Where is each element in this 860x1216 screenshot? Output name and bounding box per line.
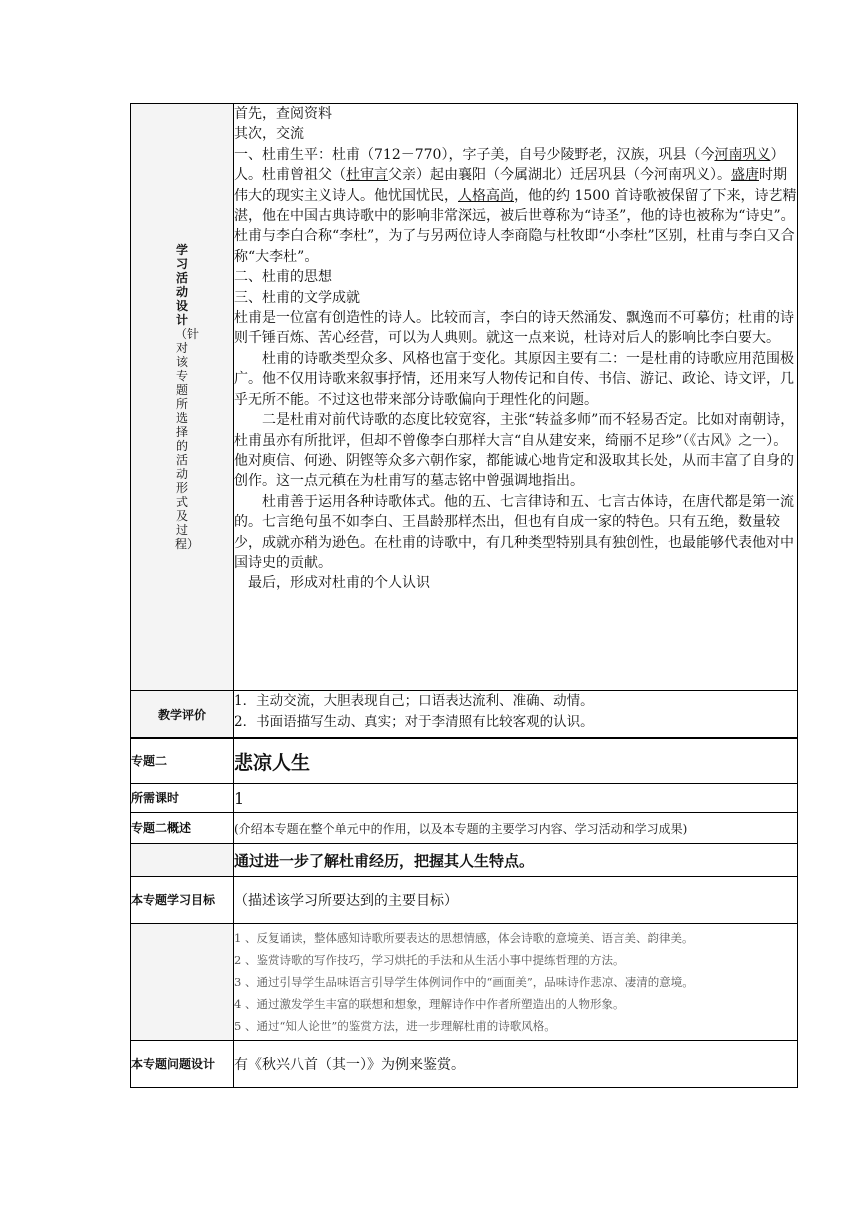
goal-item: 2 、鉴赏诗歌的写作技巧，学习烘托的手法和从生活小事中提练哲理的方法。 [234,953,625,967]
question-label: 本专题问题设计 [131,1041,234,1088]
goal-item: 1 、反复诵读，整体感知诗歌所要表达的思想情感，体会诗歌的意境美、语言美、韵律美。 [234,931,694,945]
activity-label-cell [131,104,234,691]
link-renge-gaoshang[interactable]: 人格高尚 [458,187,514,204]
activity-row [131,104,798,691]
du-fu-biography: 一、杜甫生平：杜甫（712－770），字子美，自号少陵野老，汉族，巩县（今河南巩义）人。杜甫曾祖父（杜审言父亲）起由襄阳（今属湖北）迁居巩县（今河南巩义）。盛唐时期伟大的现实主义诗人。他忧国忧民，人格高尚，他的约 1500 首诗歌被保留了下来，诗艺精湛，他在中国古典诗歌中的影响非常深远，被后世尊称为“诗圣”，他的诗也被称为“诗史”。杜甫与李白合称“李杜”，为了与另两位诗人李商隐与杜牧即“小李杜”区别，杜甫与李白又合称“大李杜”。 [234,146,797,265]
step-second: 其次，交流 [234,126,304,143]
link-sheng-tang[interactable]: 盛唐 [731,167,759,184]
achievement-para-3: 二是杜甫对前代诗歌的态度比较宽容，主张“转益多师”而不轻易否定。比如对南朝诗，杜甫虽亦有所批评，但却不曾像李白那样大言“自从建安来，绮丽不足珍”（《古风》之一）。他对庾信、何逊、阴铿等众多六朝作家，都能诚心地肯定和汲取其长处，从而丰富了自身的创作。这一点元稹在为杜甫写的墓志铭中曾强调地指出。 [234,412,795,490]
overview-row [131,813,798,844]
evaluation-label: 教学评价 [131,691,234,739]
achievement-para-2: 杜甫的诗歌类型众多、风格也富于变化。其原因主要有二：一是杜甫的诗歌应用范围极广。他不仅用诗歌来叙事抒情，还用来写人物传记和自传、书信、游记、政论、诗文评，几乎无所不能。不过这也带来部分诗歌偏向于理性化的问题。 [234,350,794,408]
achievement-para-4: 杜甫善于运用各种诗歌体式。他的五、七言律诗和五、七言古体诗，在唐代都是第一流的。七言绝句虽不如李白、王昌龄那样杰出，但也有自成一家的特色。只有五绝，数量较少，成就亦稍为逊色。在杜甫的诗歌中，有几种类型特别具有独创性，也最能够代表他对中国诗史的贡献。 [234,493,794,571]
evaluation-content [234,691,798,739]
overview-text-row [131,844,798,877]
question-text: 有《秋兴八首（其一）》为例来鉴赏。 [234,1041,798,1088]
goal-list [234,924,798,1041]
section-achievement: 三、杜甫的文学成就 [234,289,360,306]
link-henan-gongyi[interactable]: 河南巩义 [714,146,771,163]
step-last: 最后，形成对杜甫的个人认识 [248,575,430,592]
goal-hint: （描述该学习所要达到的主要目标） [234,877,798,924]
goal-item: 4 、通过激发学生丰富的联想和想象，理解诗作中作者所塑造出的人物形象。 [234,997,625,1011]
overview-blank-cell [131,844,234,877]
hours-row [131,784,798,813]
overview-text: 通过进一步了解杜甫经历，把握其人生特点。 [234,844,798,877]
goal-list-row [131,924,798,1041]
goal-item: 5 、通过“知人论世”的鉴赏方法，进一步理解杜甫的诗歌风格。 [234,1019,556,1033]
goal-label: 本专题学习目标 [131,877,234,924]
achievement-para-1: 杜甫是一位富有创造性的诗人。比较而言，李白的诗天然涌发、飘逸而不可摹仿；杜甫的诗则千锤百炼、苦心经营，可以为人典则。就这一点来说，杜诗对后人的影响比李白要大。 [234,310,794,347]
activity-content [234,104,798,691]
evaluation-item-1: 1．主动交流，大胆表现自己；口语表达流利、准确、动情。 [234,693,594,709]
section-thought: 二、杜甫的思想 [234,269,332,286]
lesson-plan-table [130,103,798,1088]
topic2-title: 悲凉人生 [234,738,798,784]
goal-item: 3 、通过引导学生品味语言引导学生体例词作中的“画面美”，品味诗作悲凉、凄清的意境。 [234,975,694,989]
goal-list-blank-cell [131,924,234,1041]
overview-label: 专题二概述 [131,813,234,844]
evaluation-item-2: 2．书面语描写生动、真实；对于李清照有比较客观的认识。 [234,714,594,730]
hours-value: 1 [234,784,798,813]
evaluation-row [131,691,798,739]
question-row [131,1041,798,1088]
link-du-shenyan[interactable]: 杜审言 [346,167,388,184]
goal-row [131,877,798,924]
overview-hint: (介绍本专题在整个单元中的作用，以及本专题的主要学习内容、学习活动和学习成果) [234,813,798,844]
topic2-row [131,738,798,784]
step-first: 首先，查阅资料 [234,106,332,122]
activity-label: 学习活动设计（针对该专题所选择的活动形式及过程） [175,243,200,551]
topic2-label: 专题二 [131,738,234,784]
hours-label: 所需课时 [131,784,234,813]
